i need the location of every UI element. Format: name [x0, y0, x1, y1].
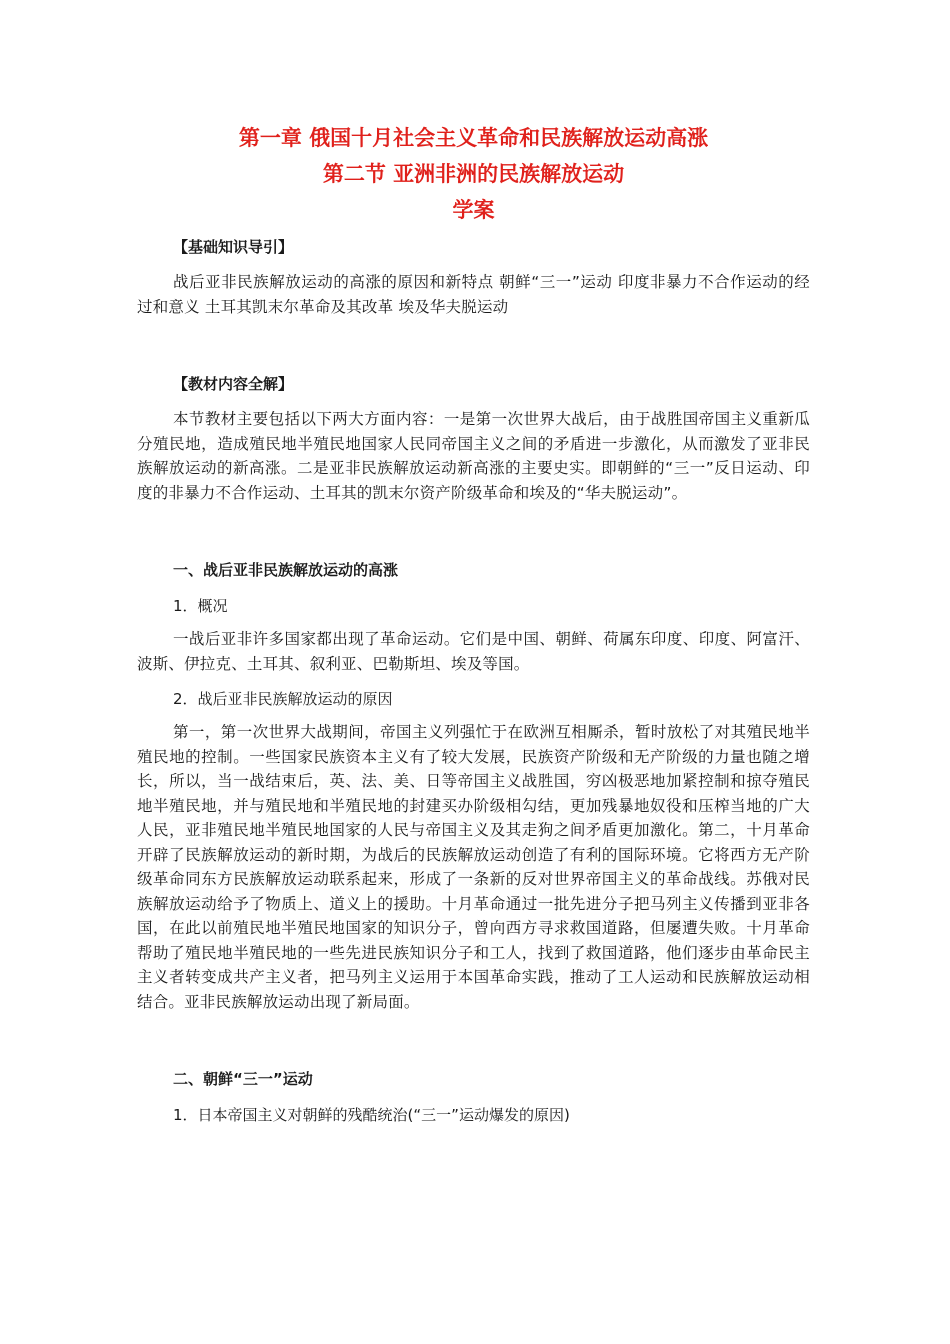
section2-heading: 二、朝鲜“三一”运动	[173, 1070, 313, 1088]
section-title: 第二节 亚洲非洲的民族解放运动	[322, 162, 625, 186]
study-plan-title: 学案	[452, 198, 495, 222]
textbook-content-heading: 【教材内容全解】	[173, 375, 294, 393]
document-title	[137, 120, 810, 228]
textbook-content-text: 本节教材主要包括以下两大方面内容：一是第一次世界大战后，由于战胜国帝国主义重新瓜分殖民地，造成殖民地半殖民地国家人民同帝国主义之间的矛盾进一步激化，从而激发了亚非民族解放运动的新高涨。二是亚非民族解放运动新高涨的主要史实。即朝鲜的“三一”反日运动、印度的非暴力不合作运动、土耳其的凯末尔资产阶级革命和埃及的“华夫脱运动”。	[137, 410, 810, 502]
chapter-title: 第一章 俄国十月社会主义革命和民族解放运动高涨	[238, 126, 709, 150]
section1-sub2: 2．战后亚非民族解放运动的原因	[173, 690, 393, 708]
section1-para1: 一战后亚非许多国家都出现了革命运动。它们是中国、朝鲜、荷属东印度、印度、阿富汗、波斯、伊拉克、土耳其、叙利亚、巴勒斯坦、埃及等国。	[137, 630, 810, 673]
section1-para2: 第一，第一次世界大战期间，帝国主义列强忙于在欧洲互相厮杀，暂时放松了对其殖民地半殖民地的控制。一些国家民族资本主义有了较大发展，民族资产阶级和无产阶级的力量也随之增长，所以，当一战结束后，英、法、美、日等帝国主义战胜国，穷凶极恶地加紧控制和掠夺殖民地半殖民地，并与殖民地和半殖民地的封建买办阶级相勾结，更加残暴地奴役和压榨当地的广大人民，亚非殖民地半殖民地国家的人民与帝国主义及其走狗之间矛盾更加激化。第二，十月革命开辟了民族解放运动的新时期，为战后的民族解放运动创造了有利的国际环境。它将西方无产阶级革命同东方民族解放运动联系起来，形成了一条新的反对世界帝国主义的革命战线。苏俄对民族解放运动给予了物质上、道义上的援助。十月革命通过一批先进分子把马列主义传播到亚非各国，在此以前殖民地半殖民地国家的知识分子，曾向西方寻求救国道路，但屡遭失败。十月革命帮助了殖民地半殖民地的一些先进民族知识分子和工人，找到了救国道路，他们逐步由革命民主主义者转变成共产主义者，把马列主义运用于本国革命实践，推动了工人运动和民族解放运动相结合。亚非民族解放运动出现了新局面。	[137, 723, 810, 1011]
section1-heading: 一、战后亚非民族解放运动的高涨	[173, 561, 399, 579]
basic-knowledge-text: 战后亚非民族解放运动的高涨的原因和新特点 朝鲜“三一”运动 印度非暴力不合作运动的经过和意义 土耳其凯末尔革命及其改革 埃及华夫脱运动	[137, 273, 810, 316]
section2-sub1: 1．日本帝国主义对朝鲜的残酷统治(“三一”运动爆发的原因)	[173, 1106, 570, 1124]
section1-sub1: 1．概况	[173, 597, 228, 615]
basic-knowledge-heading: 【基础知识导引】	[173, 238, 294, 256]
